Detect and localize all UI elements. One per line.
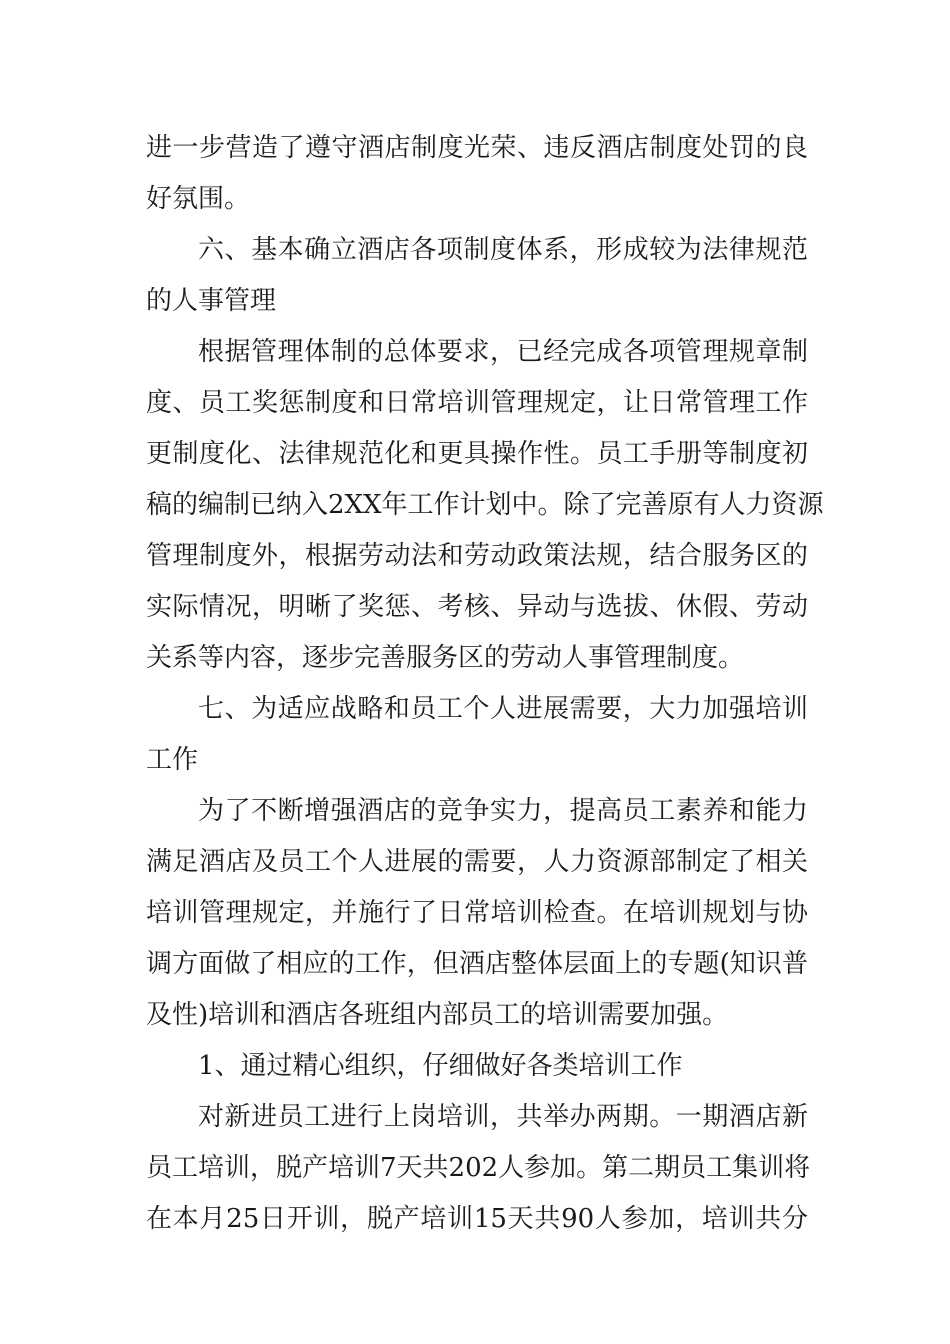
text-line: 调方面做了相应的工作，但酒店整体层面上的专题(知识普 [146, 949, 808, 979]
text-line: 及性)培训和酒店各班组内部员工的培训需要加强。 [146, 1000, 729, 1030]
text-line: 满足酒店及员工个人进展的需要，人力资源部制定了相关 [146, 847, 808, 877]
text-line: 管理制度外，根据劳动法和劳动政策法规，结合服务区的 [146, 541, 808, 571]
text-line: 对新进员工进行上岗培训，共举办两期。一期酒店新 [198, 1102, 808, 1132]
text-line: 更制度化、法律规范化和更具操作性。员工手册等制度初 [146, 439, 808, 469]
text-line: 员工培训，脱产培训7天共202人参加。第二期员工集训将 [146, 1153, 811, 1183]
text-line: 稿的编制已纳入2XX年工作计划中。除了完善原有人力资源 [146, 490, 824, 520]
text-line: 实际情况，明晰了奖惩、考核、异动与选拔、休假、劳动 [146, 592, 808, 622]
section-heading-6: 六、基本确立酒店各项制度体系，形成较为法律规范 [198, 235, 808, 265]
text-line: 培训管理规定，并施行了日常培训检查。在培训规划与协 [146, 898, 808, 928]
section-heading-7-cont: 工作 [146, 745, 199, 775]
body-text [146, 123, 824, 1245]
text-line: 为了不断增强酒店的竞争实力，提高员工素养和能力 [198, 796, 808, 826]
text-line: 关系等内容，逐步完善服务区的劳动人事管理制度。 [146, 643, 745, 673]
text-line: 好氛围。 [146, 184, 251, 214]
text-line: 根据管理体制的总体要求，已经完成各项管理规章制 [198, 337, 808, 367]
subsection-heading-1: 1、通过精心组织，仔细做好各类培训工作 [198, 1051, 683, 1081]
section-heading-7: 七、为适应战略和员工个人进展需要，大力加强培训 [198, 694, 808, 724]
text-line: 进一步营造了遵守酒店制度光荣、违反酒店制度处罚的良 [146, 133, 808, 163]
text-line: 在本月25日开训，脱产培训15天共90人参加，培训共分 [146, 1204, 808, 1234]
text-line: 度、员工奖惩制度和日常培训管理规定，让日常管理工作 [146, 388, 808, 418]
section-heading-6-cont: 的人事管理 [146, 286, 277, 316]
